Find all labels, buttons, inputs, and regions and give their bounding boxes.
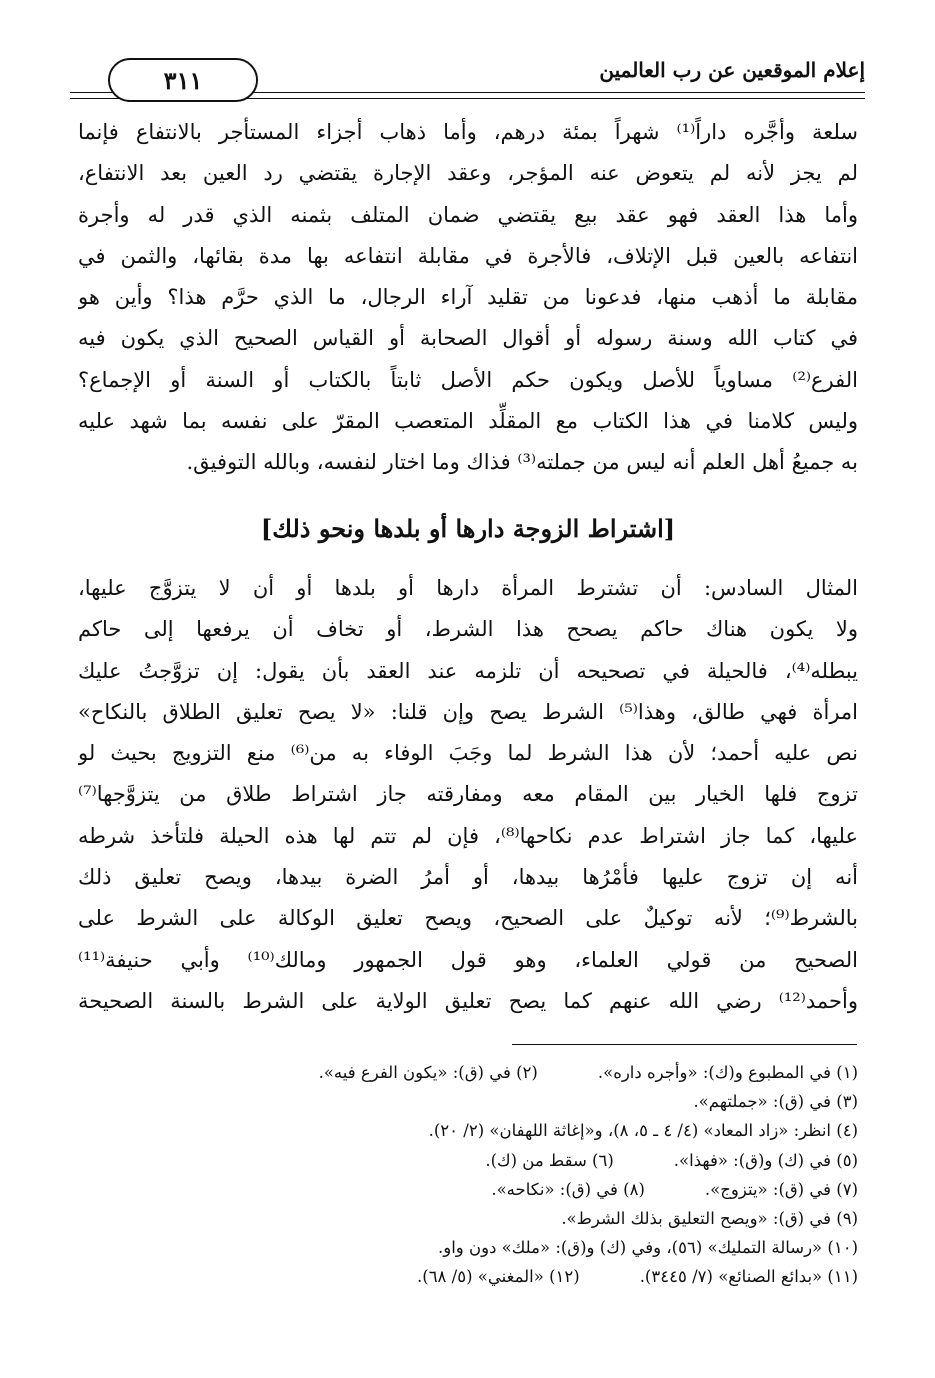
body-text-main [78,568,858,1022]
text-line: تزوج فلها الخيار بين المقام معه ومفارقته جاز اشتراط طلاق من يتزوَّجها⁽⁷⁾ [78,782,858,807]
footnote-1: (١) في المطبوع و(ك): «وأجره داره». [597,1063,858,1082]
text-line: انتفاعه بالعين قبل الإتلاف، فالأجرة في مقابلة انتفاعه بها مدة بقائها، والثمن في [78,243,858,268]
footnote-9: (٩) في (ق): «ويصح التعليق بذلك الشرط». [561,1208,858,1228]
running-title: إعلام الموقعين عن رب العالمين [599,58,865,82]
text-line: عليها، كما جاز اشتراط عدم نكاحها⁽⁸⁾، فإن لم تتم لها هذه الحيلة فلتأخذ شرطه [78,823,858,848]
footnote-7: (٧) في (ق): «يتزوج». [704,1179,858,1199]
footnote-line [78,1204,858,1233]
footnote-11: (١١) «بدائع الصنائع» (٧/ ٣٤٤٥). [639,1267,858,1287]
text-line: الصحيح من قولي العلماء، وهو قول الجمهور ومالك⁽¹⁰⁾ وأبي حنيفة⁽¹¹⁾ [78,947,858,972]
footnote-line [78,1262,858,1291]
footnote-10: (١٠) «رسالة التمليك» (٥٦)، وفي (ك) و(ق): «ملك» دون واو. [437,1238,858,1258]
footnote-line [78,1175,858,1204]
page-header [70,50,865,100]
text-line: ولا يكون هناك حاكم يصحح هذا الشرط، أو تخاف أن يرفعها إلى حاكم [78,617,858,642]
footnote-line [78,1233,858,1262]
footnote-line [78,1058,858,1087]
footnote-12: (١٢) «المغني» (٥/ ٦٨). [417,1267,580,1287]
footnote-2: (٢) في (ق): «يكون الفرع فيه». [318,1063,538,1082]
text-line: المثال السادس: أن تشترط المرأة دارها أو بلدها أو أن لا يتزوَّج عليها، [78,576,858,600]
text-line: وأحمد⁽¹²⁾ رضي الله عنهم كما يصح تعليق الولاية على الشرط بالسنة الصحيحة [78,988,858,1013]
section-heading: [اشتراط الزوجة دارها أو بلدها ونحو ذلك] [260,514,676,543]
footnote-4: (٤) انظر: «زاد المعاد» (٤/ ٤ ـ ٥، ٨)، و«إغاثة اللهفان» (٢/ ٢٠). [428,1121,858,1141]
page-number: ٣١١ [163,65,203,95]
text-line: به جميعُ أهل العلم أنه ليس من جملته⁽³⁾ فذاك وما اختار لنفسه، وبالله التوفيق. [186,450,858,475]
text-line: في كتاب الله وسنة رسوله أو أقوال الصحابة أو القياس الصحيح الذي يكون فيه [78,326,858,351]
footnote-5: (٥) في (ك) و(ق): «فهذا». [673,1150,858,1170]
footnote-line [78,1087,858,1116]
footnote-6: (٦) سقط من (ك). [485,1150,614,1170]
footnote-line [78,1146,858,1175]
text-line: لم يجز لأنه لم يتعوض عنه المؤجر، وعقد الإجارة يقتضي رد العين بعد الانتفاع، [78,161,858,186]
footnote-line [78,1116,858,1145]
text-line: سلعة وأجَّره داراً⁽¹⁾ شهراً بمئة درهم، وأما ذهاب أجزاء المستأجر بالانتفاع فإنما [78,120,858,144]
body-text-top [78,112,858,484]
text-line: أنه إن تزوج عليها فأمْرُها بيدها، أو أمرُ الضرة بيدها، ويصح تعليق ذلك [78,865,858,890]
text-line: يبطله⁽⁴⁾، فالحيلة في تصحيحه أن تلزمه عند العقد بأن يقول: إن تزوَّجتُ عليك [78,658,858,683]
page-number-frame [108,58,258,102]
text-line: بالشرط⁽⁹⁾؛ لأنه توكيلٌ على الصحيح، ويصح تعليق الوكالة على الشرط على [78,906,858,931]
footnote-8: (٨) في (ق): «نكاحه». [491,1179,645,1199]
text-line: الفرع⁽²⁾ مساوياً للأصل ويكون حكم الأصل ثابتاً بالكتاب أو السنة أو الإجماع؟ [78,367,858,392]
text-line: نص عليه أحمد؛ لأن هذا الشرط لما وجَبَ الوفاء به من⁽⁶⁾ منع التزويج بحيث لو [78,741,858,766]
footnote-3: (٣) في (ق): «جملتهم». [693,1092,858,1112]
text-line: امرأة فهي طالق، وهذا⁽⁵⁾ الشرط يصح وإن قلنا: «لا يصح تعليق الطلاق بالنكاح» [78,699,858,724]
footnote-separator [512,1044,857,1045]
footnotes [78,1058,858,1292]
text-line: وأما هذا العقد فهو عقد بيع يقتضي ضمان المتلف بثمنه الذي قدر له وأجرة [78,202,858,227]
text-line: مقابلة ما أذهب منها، فدعونا من تقليد آراء الرجال، ما الذي حرَّم هذا؟ وأين هو [78,285,858,310]
text-line: وليس كلامنا في هذا الكتاب مع المقلِّد المتعصب المقرّ على نفسه بما شهد عليه [78,409,858,434]
